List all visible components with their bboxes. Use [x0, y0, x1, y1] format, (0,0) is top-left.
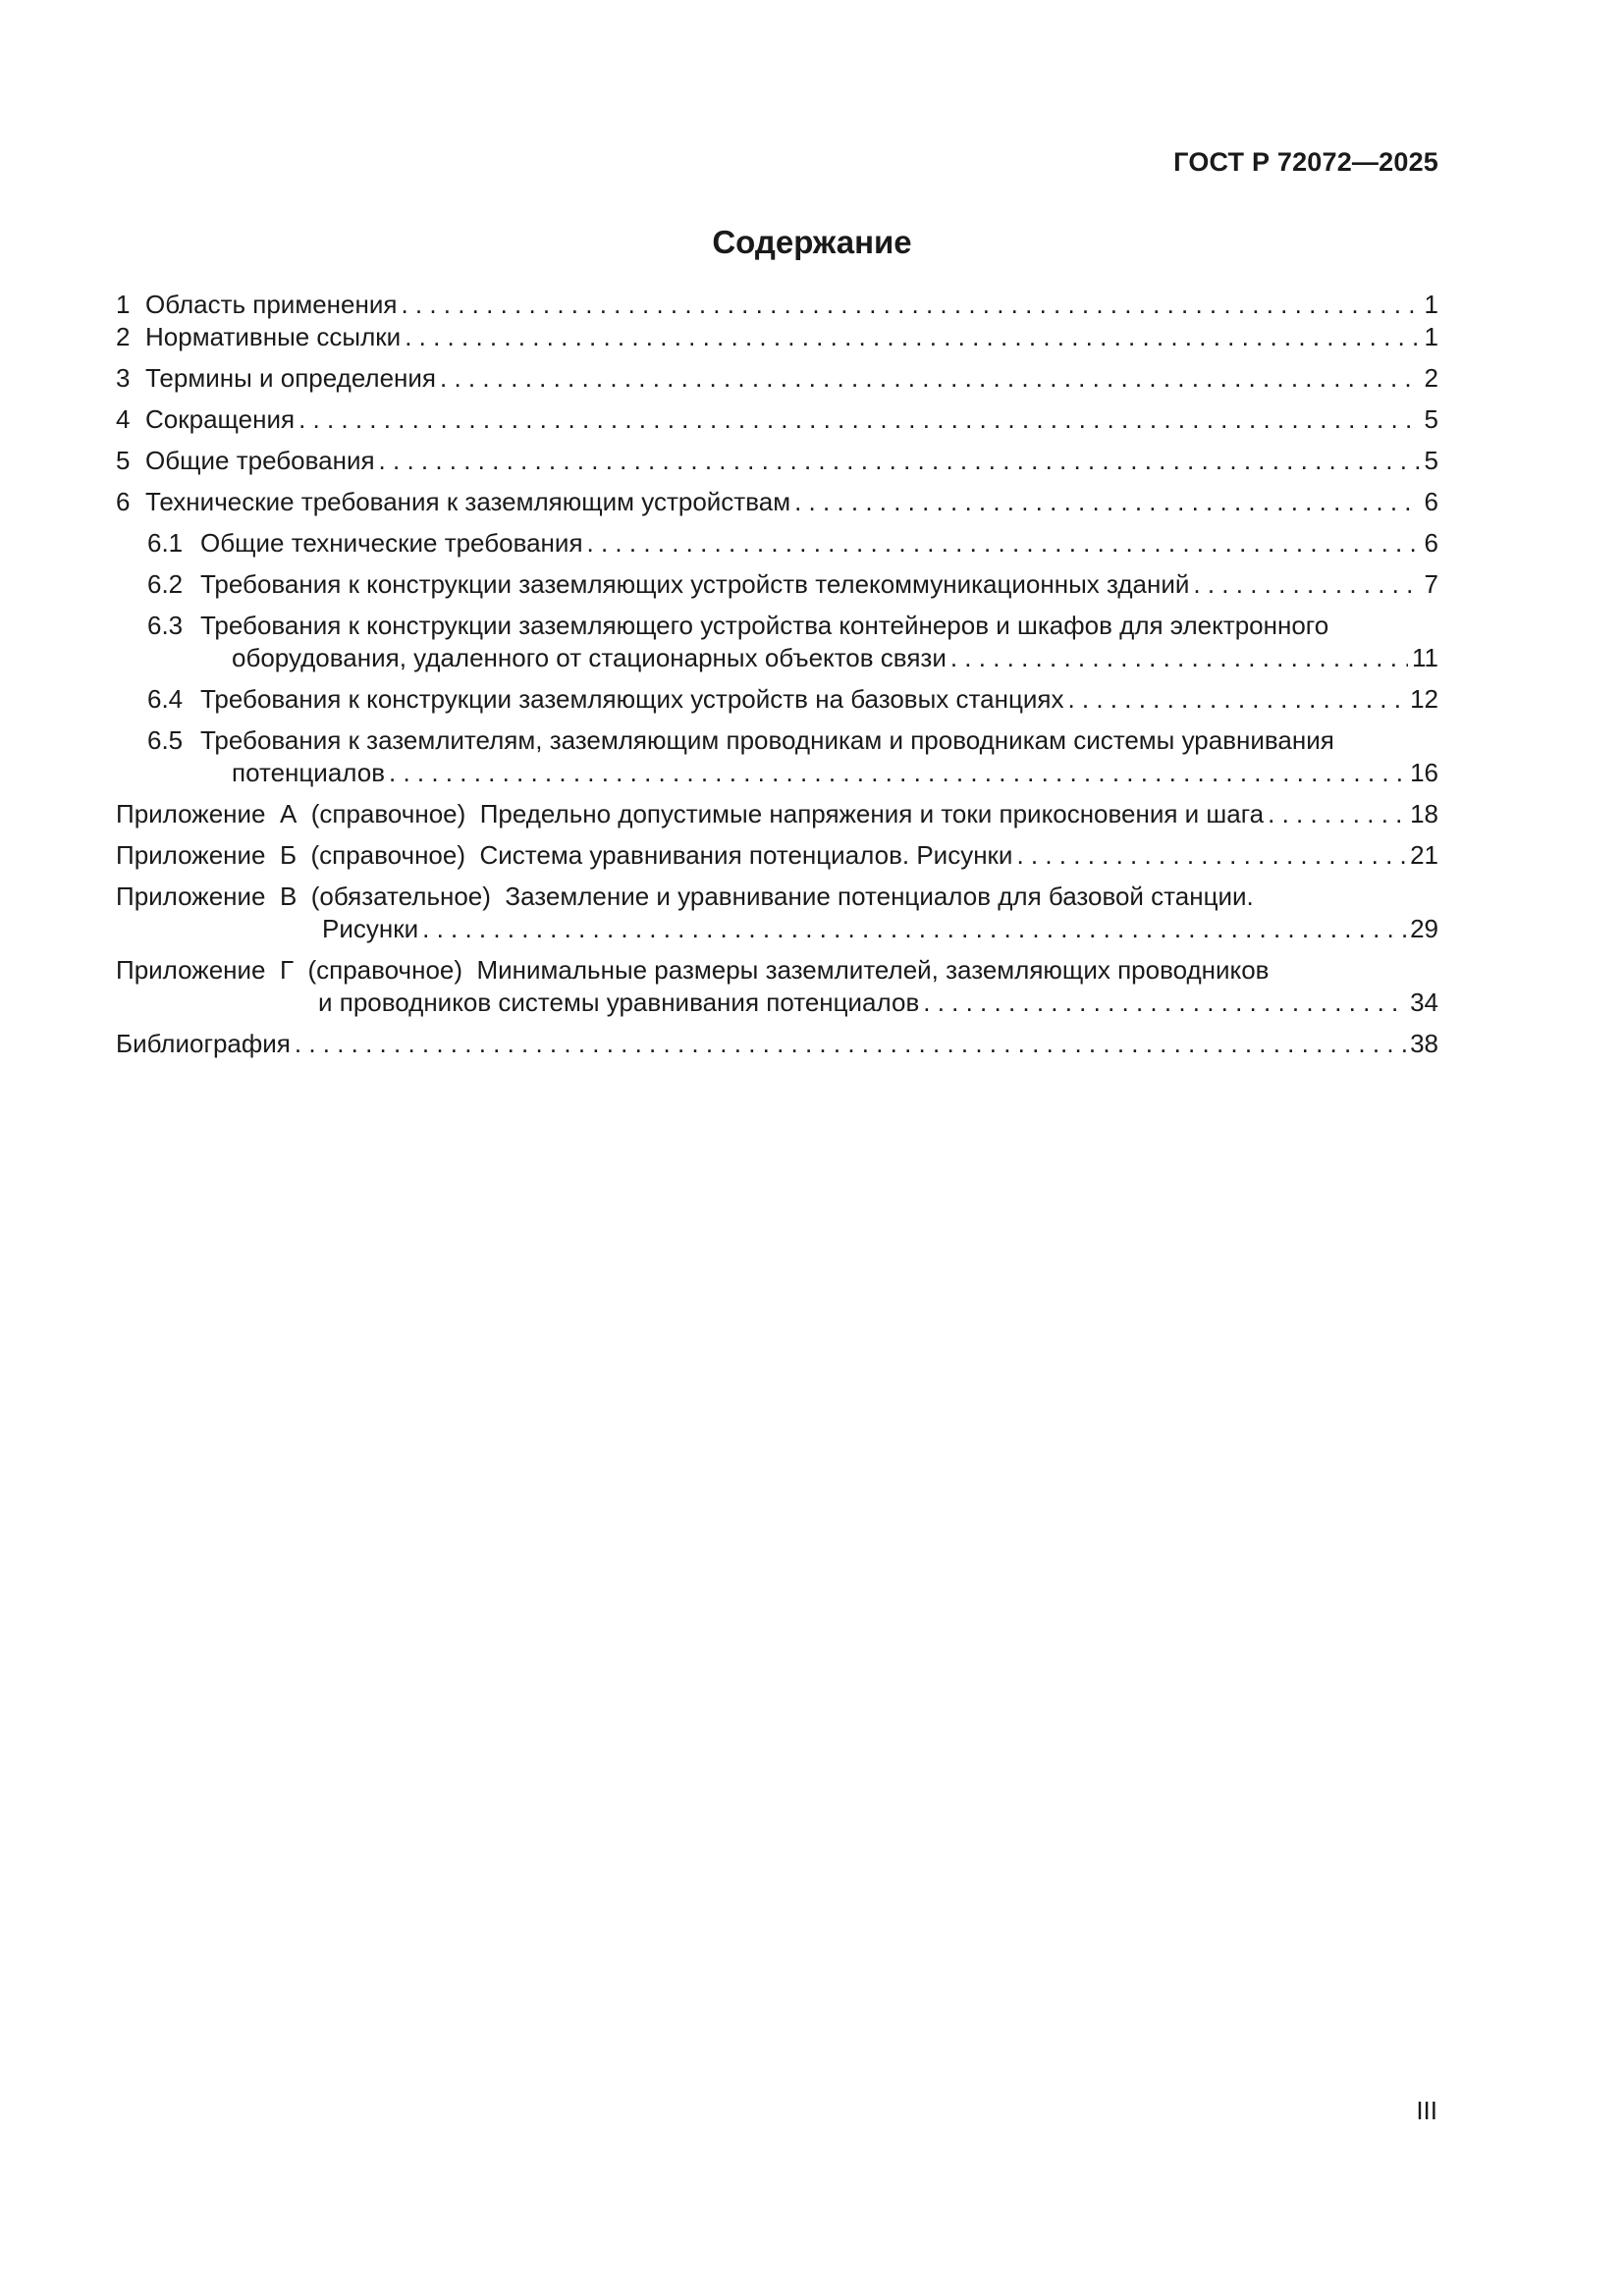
toc-title: Содержание	[712, 224, 912, 260]
toc-entry-page: 38	[1410, 1029, 1438, 1058]
toc-entry-6-1[interactable]	[116, 527, 1438, 560]
leader-dots	[422, 913, 1406, 945]
toc-entry-number: 6.2	[147, 569, 184, 599]
toc-entry-title-line2: оборудования, удаленного от стационарных объектов связи	[232, 643, 947, 672]
toc-appendix-label-line2: Рисунки	[322, 914, 419, 943]
toc-entry-number: 1	[116, 290, 131, 319]
toc-entry-title-line2: потенциалов	[232, 758, 386, 787]
toc-appendix-label-line1: Приложение Г (справочное) Минимальные размеры заземлителей, заземляющих проводников	[116, 955, 1270, 985]
toc-entry-title: Термины и определения	[145, 363, 437, 393]
leader-dots	[379, 445, 1421, 477]
toc-entry-title: Технические требования к заземляющим устройствам	[145, 487, 791, 516]
toc-entry-page: 29	[1410, 914, 1438, 943]
toc-entry-6-4[interactable]	[116, 683, 1438, 716]
leader-dots	[298, 403, 1420, 436]
toc-entry-page: 5	[1424, 446, 1438, 475]
toc-entry-6-3[interactable]	[116, 610, 1438, 674]
toc-entry-page: 2	[1424, 363, 1438, 393]
leader-dots	[587, 527, 1421, 560]
toc-appendix-a[interactable]	[116, 798, 1438, 830]
toc-appendix-label: Приложение Б (справочное) Система уравнивания потенциалов. Рисунки	[116, 840, 1013, 870]
toc-entry-number: 6.1	[147, 528, 184, 558]
toc-entry-number: 6.3	[147, 611, 184, 640]
leader-dots	[923, 987, 1406, 1019]
toc-entry-title: Общие требования	[145, 446, 375, 475]
toc-entry-6[interactable]	[116, 486, 1438, 518]
toc-entry-6-2[interactable]	[116, 568, 1438, 601]
toc-entry-title: Библиография	[116, 1029, 291, 1058]
leader-dots	[401, 289, 1420, 321]
toc-entry-page: 11	[1412, 643, 1438, 672]
toc-entry-number: 5	[116, 446, 131, 475]
toc-entry-page: 34	[1410, 988, 1438, 1017]
toc-entry-page: 6	[1424, 528, 1438, 558]
toc-entry-title: Общие технические требования	[200, 528, 583, 558]
leader-dots	[1016, 839, 1406, 872]
leader-dots	[1268, 798, 1406, 830]
toc-entry-title: Область применения	[145, 290, 398, 319]
toc-entry-page: 7	[1424, 569, 1438, 599]
toc-entry-page: 5	[1424, 404, 1438, 434]
toc-entry-page: 1	[1424, 322, 1438, 351]
toc-appendix-v[interactable]	[116, 881, 1438, 945]
toc-appendix-label: Приложение А (справочное) Предельно допустимые напряжения и токи прикосновения и шага	[116, 799, 1265, 828]
leader-dots	[440, 362, 1421, 395]
toc-entry-number: 2	[116, 322, 131, 351]
toc-entry-page: 18	[1410, 799, 1438, 828]
leader-dots	[295, 1028, 1406, 1060]
toc-appendix-g[interactable]	[116, 954, 1438, 1019]
toc-entry-2[interactable]	[116, 321, 1438, 353]
toc-entry-title: Сокращения	[145, 404, 296, 434]
toc-appendix-label-line2: и проводников системы уравнивания потенциалов	[318, 988, 920, 1017]
leader-dots	[389, 757, 1406, 789]
toc-entry-page: 21	[1410, 840, 1438, 870]
toc-entry-6-5[interactable]	[116, 724, 1438, 789]
toc-entry-1[interactable]	[116, 289, 1438, 321]
toc-entry-page: 16	[1410, 758, 1438, 787]
toc-bibliography[interactable]	[116, 1028, 1438, 1060]
leader-dots	[950, 642, 1408, 674]
leader-dots	[794, 486, 1420, 518]
toc-entry-number: 6.4	[147, 684, 184, 714]
toc-entry-number: 4	[116, 404, 131, 434]
document-code: ГОСТ Р 72072—2025	[1173, 147, 1438, 177]
toc-entry-page: 6	[1424, 487, 1438, 516]
toc-entry-number: 6.5	[147, 725, 184, 755]
page-number: III	[1416, 2096, 1437, 2125]
toc-entry-number: 6	[116, 487, 131, 516]
table-of-contents	[116, 289, 1438, 1060]
toc-entry-page: 1	[1424, 290, 1438, 319]
toc-entry-number: 3	[116, 363, 131, 393]
toc-entry-title: Требования к конструкции заземляющих устройств на базовых станциях	[200, 684, 1064, 714]
toc-entry-title: Требования к конструкции заземляющих устройств телекоммуникационных зданий	[200, 569, 1190, 599]
leader-dots	[1193, 568, 1420, 601]
toc-entry-3[interactable]	[116, 362, 1438, 395]
toc-entry-4[interactable]	[116, 403, 1438, 436]
toc-entry-page: 12	[1410, 684, 1438, 714]
toc-entry-5[interactable]	[116, 445, 1438, 477]
toc-entry-title-line1: Требования к заземлителям, заземляющим проводникам и проводникам системы уравнивания	[200, 725, 1334, 755]
toc-appendix-b[interactable]	[116, 839, 1438, 872]
leader-dots	[405, 321, 1420, 353]
toc-entry-title-line1: Требования к конструкции заземляющего устройства контейнеров и шкафов для электронного	[200, 611, 1329, 640]
leader-dots	[1067, 683, 1406, 716]
toc-appendix-label-line1: Приложение В (обязательное) Заземление и уравнивание потенциалов для базовой станции.	[116, 881, 1254, 911]
toc-entry-title: Нормативные ссылки	[145, 322, 402, 351]
